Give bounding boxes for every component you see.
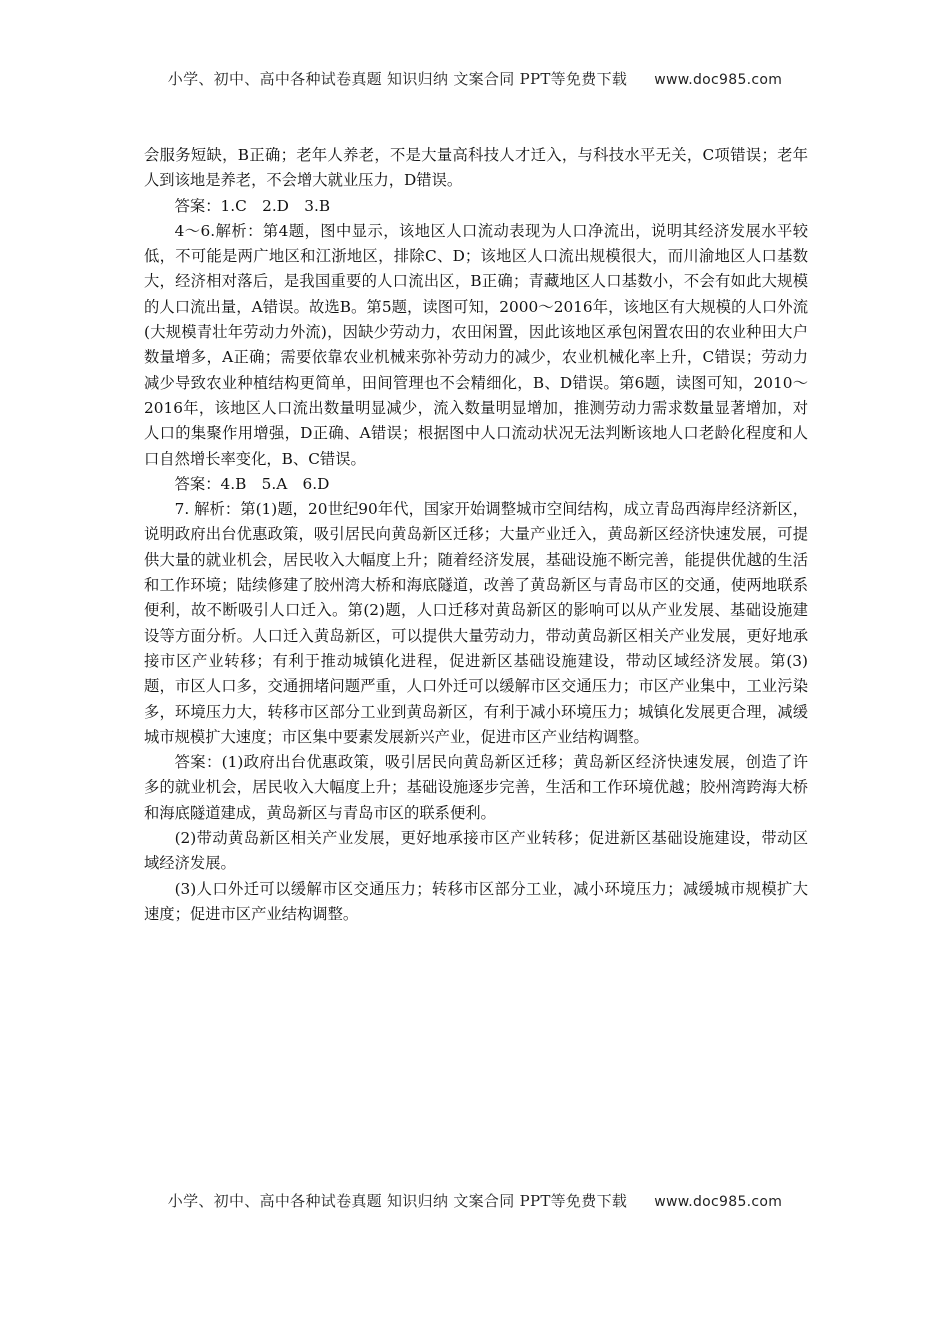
analysis-7: 7. 解析：第(1)题，20世纪90年代，国家开始调整城市空间结构，成立青岛西海岸经济新区，说明政府出台优惠政策，吸引居民向黄岛新区迁移；大量产业迁入，黄岛新区经济快速发展，可提供大量的就业机会，居民收入大幅度上升；随着经济发展，基础设施不断完善，能提供优越的生活和工作环境；陆续修建了胶州湾大桥和海底隧道，改善了黄岛新区与青岛市区的交通，使两地联系便利，故不断吸引人口迁入。第(2)题，人口迁移对黄岛新区的影响可以从产业发展、基础设施建设等方面分析。人口迁入黄岛新区，可以提供大量劳动力，带动黄岛新区相关产业发展，更好地承接市区产业转移；有利于推动城镇化进程，促进新区基础设施建设，带动区域经济发展。第(3)题，市区人口多，交通拥堵问题严重，人口外迁可以缓解市区交通压力；市区产业集中，工业污染多，环境压力大，转移市区部分工业到黄岛新区，有利于减小环境压力；城镇化发展更合理，减缓城市规模扩大速度；市区集中要素发展新兴产业，促进市区产业结构调整。 [144,500,808,746]
header-text: 小学、初中、高中各种试卷真题 知识归纳 文案合同 PPT等免费下载 [167,70,628,88]
answer-7-3: (3)人口外迁可以缓解市区交通压力；转移市区部分工业，减小环境压力；减缓城市规模扩大速度；促进市区产业结构调整。 [144,879,808,923]
answer-7-2: (2)带动黄岛新区相关产业发展，更好地承接市区产业转移；促进新区基础设施建设，带动区域经济发展。 [144,829,808,873]
paragraph-continuation: 会服务短缺，B正确；老年人养老，不是大量高科技人才迁入，与科技水平无关，C项错误；老年人到该地是养老，不会增大就业压力，D错误。 [144,146,808,190]
header-site-link[interactable]: www.doc985.com [654,72,783,88]
analysis-4-6: 4～6.解析：第4题，图中显示，该地区人口流动表现为人口净流出，说明其经济发展水平较低，不可能是两广地区和江浙地区，排除C、D；该地区人口流出规模很大，而川渝地区人口基数大，经济相对落后，是我国重要的人口流出区，B正确；青藏地区人口基数小，不会有如此大规模的人口流出量，A错误。故选B。第5题，读图可知，2000～2016年，该地区有大规模的人口外流(大规模青壮年劳动力外流)，因缺少劳动力，农田闲置，因此该地区承包闲置农田的农业种田大户数量增多，A正确；需要依靠农业机械来弥补劳动力的减少，农业机械化率上升，C错误；劳动力减少导致农业种植结构更简单，田间管理也不会精细化，B、D错误。第6题，读图可知，2010～2016年，该地区人口流出数量明显减少，流入数量明显增加，推测劳动力需求数量显著增加，对人口的集聚作用增强，D正确、A错误；根据图中人口流动状况无法判断该地人口老龄化程度和人口自然增长率变化，B、C错误。 [144,221,808,468]
page-header [0,68,950,89]
footer-site-link[interactable]: www.doc985.com [654,1194,783,1210]
answer-4-6: 答案：4.B 5.A 6.D [174,474,330,493]
page-footer [0,1190,950,1211]
answer-1-3: 答案：1.C 2.D 3.B [174,196,331,215]
footer-text: 小学、初中、高中各种试卷真题 知识归纳 文案合同 PPT等免费下载 [167,1192,628,1210]
document-body [144,143,808,927]
answer-7-1: 答案：(1)政府出台优惠政策，吸引居民向黄岛新区迁移；黄岛新区经济快速发展，创造了许多的就业机会，居民收入大幅度上升；基础设施逐步完善，生活和工作环境优越；胶州湾跨海大桥和海底隧道建成，黄岛新区与青岛市区的联系便利。 [144,753,808,822]
